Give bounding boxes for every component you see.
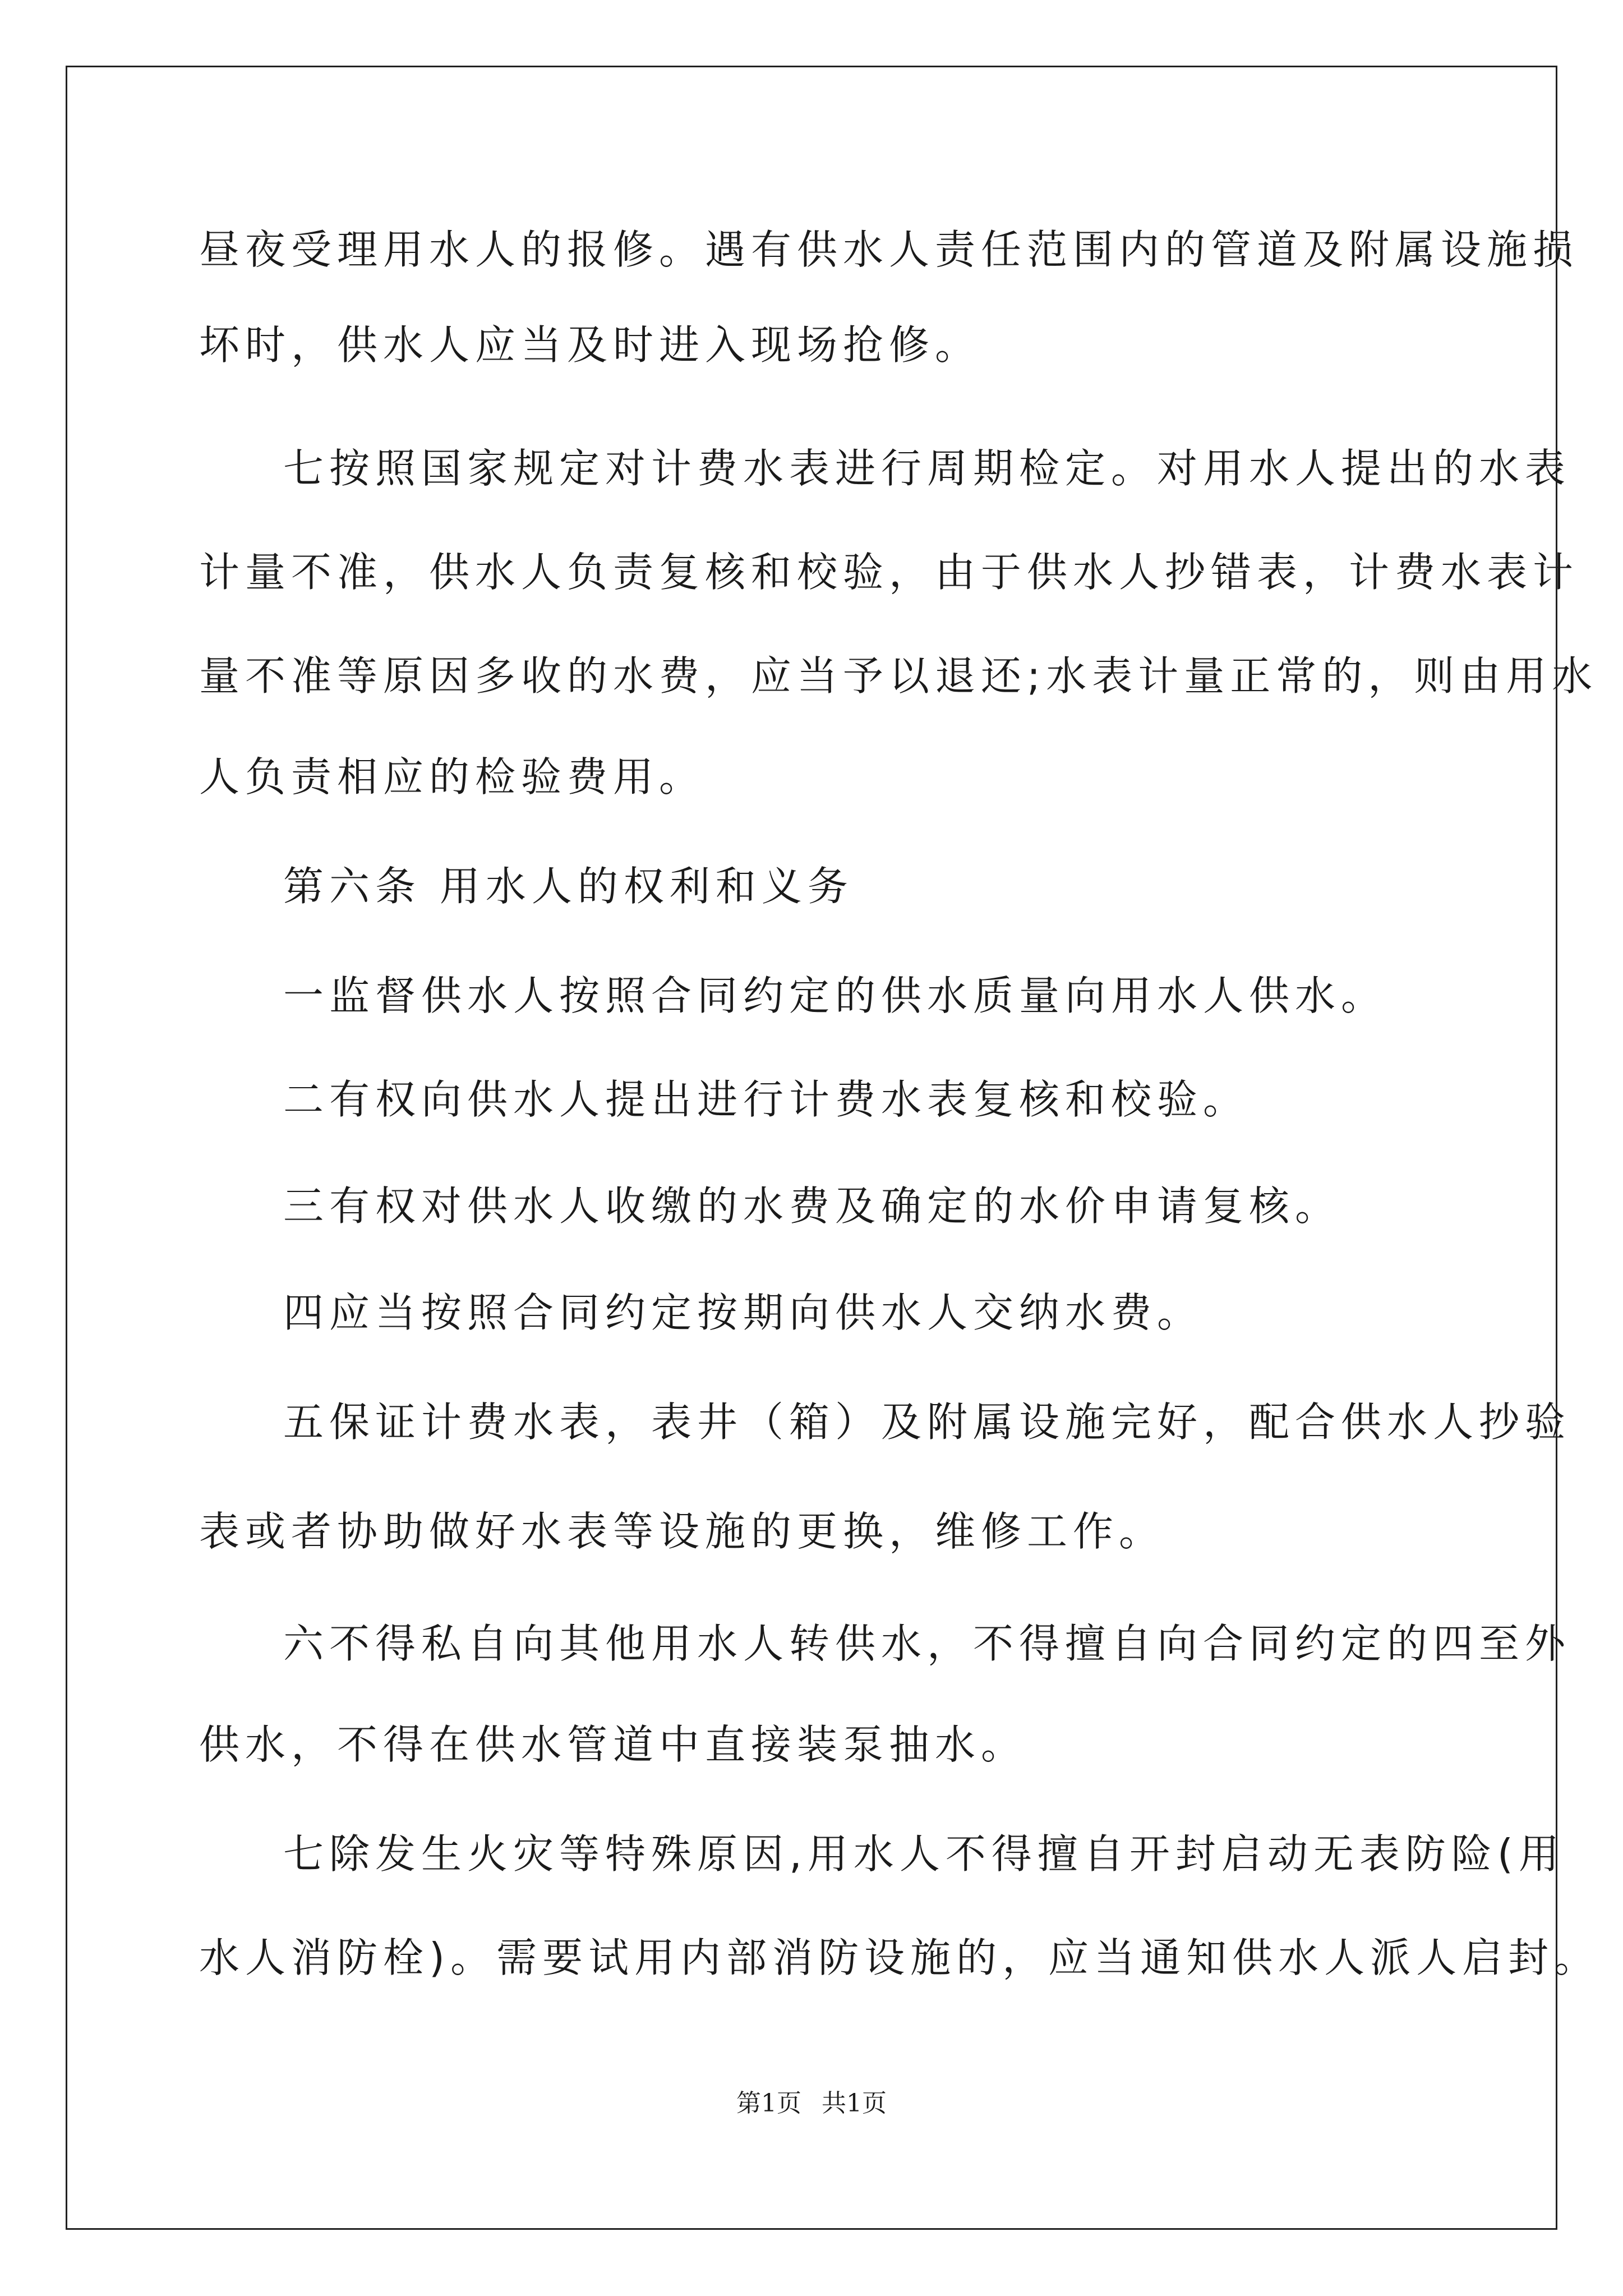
page-total: 共1页 xyxy=(822,2089,887,2118)
text-line: 水人消防栓)。需要试用内部消防设施的，应当通知供水人派人启封。 xyxy=(199,1934,1601,1981)
page-number: 第1页 xyxy=(736,2089,801,2118)
section-heading: 第六条 用水人的权利和义务 xyxy=(283,863,854,910)
page-footer xyxy=(0,2087,1623,2120)
text-line: 六不得私自向其他用水人转供水，不得擅自向合同约定的四至外 xyxy=(283,1620,1571,1667)
text-line: 五保证计费水表，表井（箱）及附属设施完好，配合供水人抄验 xyxy=(283,1398,1571,1446)
text-line: 表或者协助做好水表等设施的更换，维修工作。 xyxy=(199,1508,1165,1555)
text-line: 三有权对供水人收缴的水费及确定的水价申请复核。 xyxy=(283,1182,1341,1230)
text-line: 坏时，供水人应当及时进入现场抢修。 xyxy=(199,321,981,369)
text-line: 一监督供水人按照合同约定的供水质量向用水人供水。 xyxy=(283,972,1387,1019)
text-line: 供水，不得在供水管道中直接装泵抽水。 xyxy=(199,1721,1027,1768)
text-line: 七除发生火灾等特殊原因,用水人不得擅自开封启动无表防险(用 xyxy=(283,1830,1565,1878)
text-line: 四应当按照合同约定按期向供水人交纳水费。 xyxy=(283,1289,1204,1336)
text-line: 二有权向供水人提出进行计费水表复核和校验。 xyxy=(283,1076,1249,1123)
text-line: 昼夜受理用水人的报修。遇有供水人责任范围内的管道及附属设施损 xyxy=(199,226,1579,273)
text-line: 计量不准，供水人负责复核和校验，由于供水人抄错表，计费水表计 xyxy=(199,549,1579,596)
text-line: 量不准等原因多收的水费，应当予以退还;水表计量正常的，则由用水 xyxy=(199,652,1598,700)
page-border xyxy=(66,66,1557,2230)
text-line: 人负责相应的检验费用。 xyxy=(199,753,706,800)
text-line: 七按照国家规定对计费水表进行周期检定。对用水人提出的水表 xyxy=(283,445,1571,492)
